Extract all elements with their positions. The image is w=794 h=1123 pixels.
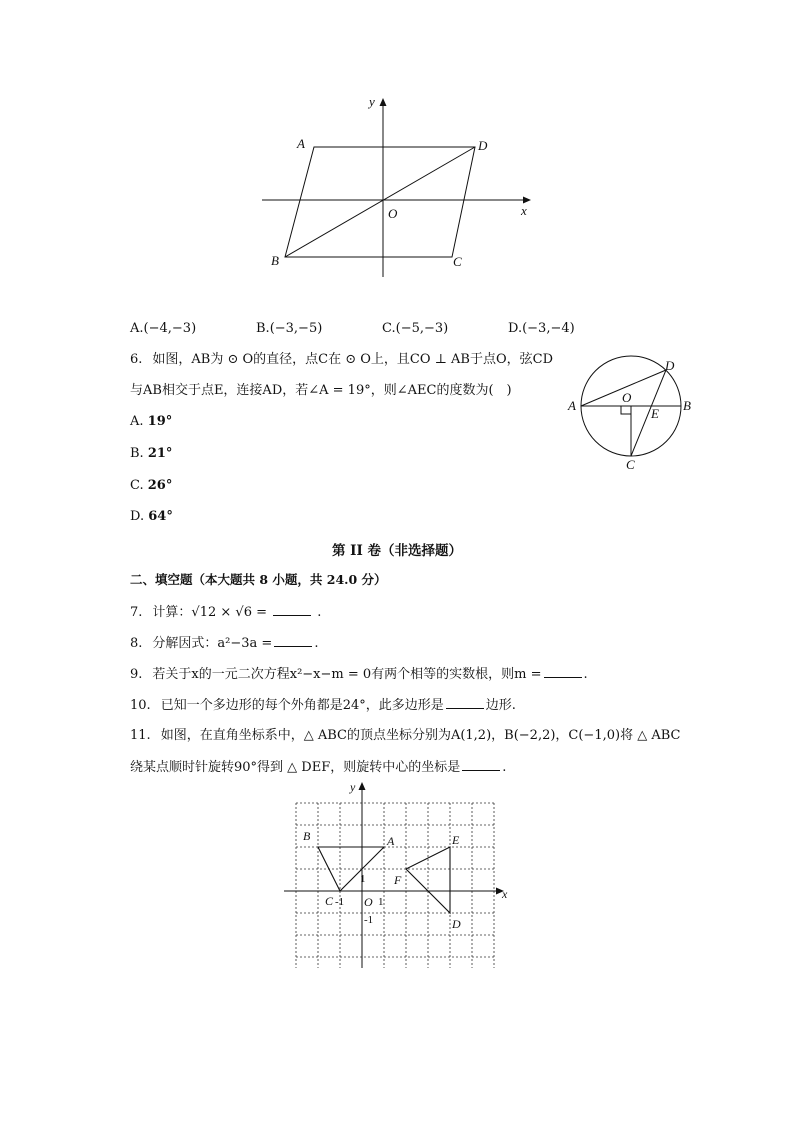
- q8-expression: a²−3a =: [217, 636, 273, 651]
- q6-option-d: D. 64°: [130, 509, 173, 524]
- tick-1-x: 1: [378, 896, 384, 908]
- label-B: B: [271, 253, 279, 268]
- q11-line1: 11. 如图，在直角坐标系中，△ ABC的顶点坐标分别为A(1,2)，B(−2,2)，C(−1,0)将 △ ABC: [130, 728, 681, 743]
- triangle-ABC: [318, 847, 384, 891]
- label-E: E: [651, 406, 659, 421]
- q5-option-c: C.(−5,−3): [382, 321, 449, 336]
- q6-line2: [130, 382, 512, 400]
- label-O: O: [364, 895, 373, 909]
- q6-text-line2: 与AB相交于点E，连接AD，若∠A = 19°，则∠AEC的度数为( ): [130, 383, 512, 398]
- q9: 9. 若关于x的一元二次方程x²−x−m = 0有两个相等的实数根，则m = .: [130, 667, 588, 682]
- label-O: O: [622, 390, 632, 405]
- q5-option-d: D.(−3,−4): [508, 321, 575, 336]
- q10-answer-blank[interactable]: [446, 696, 484, 709]
- label-x: x: [521, 203, 527, 218]
- label-D: D: [665, 358, 675, 373]
- label-y: y: [350, 780, 356, 794]
- q9-answer-blank[interactable]: [544, 665, 582, 678]
- label-D: D: [478, 138, 488, 153]
- q7: 7. 计算：√12 × √6 = .: [130, 605, 322, 620]
- label-E: E: [452, 833, 460, 847]
- section2-heading: 二、填空题（本大题共 8 小题，共 24.0 分）: [130, 572, 387, 587]
- q10: 10. 已知一个多边形的每个外角都是24°，此多边形是 边形.: [130, 698, 516, 713]
- q6-option-a: A. 19°: [130, 414, 173, 429]
- q6-line1: [130, 351, 553, 369]
- diagonal-BD: [285, 147, 475, 257]
- label-F: F: [394, 873, 402, 887]
- label-A: A: [387, 834, 395, 848]
- label-C: C: [325, 894, 334, 908]
- q7-answer-blank[interactable]: [273, 603, 311, 616]
- parallelogram-figure: [255, 92, 540, 282]
- y-axis-arrow: [359, 782, 366, 790]
- q5-option-c-value: (−5,−3): [395, 321, 449, 336]
- q7-expression: √12 × √6 =: [191, 605, 267, 620]
- q5-option-a: A.(−4,−3): [130, 321, 197, 336]
- label-C: C: [626, 457, 635, 472]
- label-y: y: [369, 94, 375, 109]
- q8-answer-blank[interactable]: [274, 634, 312, 647]
- label-D: D: [452, 917, 461, 931]
- label-A: A: [297, 136, 305, 151]
- q6-number: 6.: [130, 352, 143, 367]
- tick-neg1-x: -1: [335, 896, 345, 908]
- label-B: B: [303, 829, 311, 843]
- q6-option-c: C. 26°: [130, 478, 173, 493]
- q11-line2: 绕某点顺时针旋转90°得到 △ DEF，则旋转中心的坐标是 .: [130, 760, 507, 775]
- q11-answer-blank[interactable]: [462, 758, 500, 771]
- tick-neg1-y: -1: [364, 914, 374, 926]
- q5-option-a-value: (−4,−3): [143, 321, 197, 336]
- label-O: O: [388, 206, 398, 221]
- right-angle-mark: [621, 406, 631, 414]
- grid-figure: [280, 776, 512, 968]
- label-C: C: [453, 254, 462, 269]
- label-x: x: [502, 887, 508, 901]
- label-A: A: [568, 398, 576, 413]
- q5-option-d-value: (−3,−4): [522, 321, 575, 336]
- q6-text-line1: 如图，AB为 ⊙ O的直径，点C在 ⊙ O上，且CO ⊥ AB于点O，弦CD: [152, 352, 553, 367]
- q5-option-b-value: (−3,−5): [269, 321, 323, 336]
- q8: 8. 分解因式：a²−3a = .: [130, 636, 319, 651]
- y-axis-arrow: [380, 98, 387, 106]
- section2-title: 第 II 卷（非选择题）: [331, 543, 463, 559]
- label-B: B: [683, 398, 691, 413]
- q6-option-b: B. 21°: [130, 446, 173, 461]
- q5-option-b: B.(−3,−5): [256, 321, 323, 336]
- circle-figure: [562, 350, 702, 475]
- tick-1-y: 1: [360, 873, 366, 885]
